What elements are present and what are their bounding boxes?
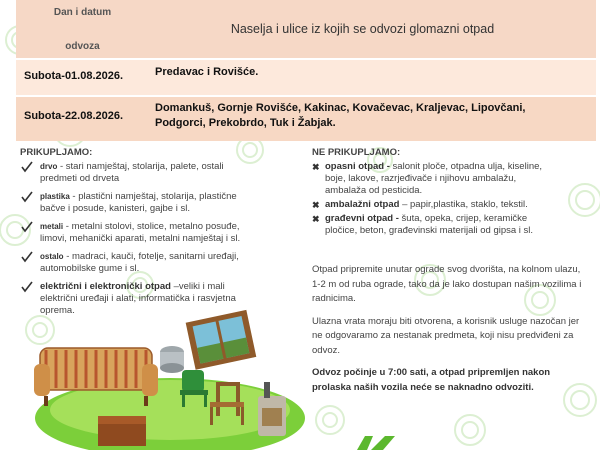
table-header: [16, 0, 596, 58]
item-line2: boje, lakove, razrjeđivače i njihovu ambalažu,: [325, 173, 517, 184]
item-line3: ambalaža od pesticida.: [325, 185, 423, 196]
item-line2: električni uređaji i alati, informatička i rasvjetna: [40, 293, 236, 304]
checkmark-icon: [20, 190, 34, 204]
chest-icon: [98, 416, 146, 446]
x-mark-icon: ✖: [312, 162, 320, 172]
checkmark-icon: [20, 220, 34, 234]
category-name: metali: [40, 222, 64, 231]
row-places: [149, 97, 596, 141]
rejected-item: [312, 161, 584, 197]
info-paragraph: Otpad pripremite unutar ograde svog dvorišta, na kolnom ulazu, 1-2 m od ruba ograde, tako da je lako dostupan našim vozilima i radnicima.: [312, 264, 582, 304]
table-row: [16, 58, 596, 95]
item-text: – papir,plastika, staklo, tekstil.: [399, 199, 528, 210]
accepted-title: PRIKUPLJAMO:: [20, 147, 93, 158]
item-line2: bačve i posude, kanisteri, gajbe i sl.: [40, 203, 190, 214]
checkmark-icon: [20, 250, 34, 264]
x-mark-icon: ✖: [312, 200, 320, 210]
item-line2: predmeti od drveta: [40, 173, 120, 184]
rejected-section: [312, 147, 584, 395]
category-name: ostalo: [40, 252, 64, 261]
category-name: drvo: [40, 162, 58, 171]
category-name: građevni otpad -: [325, 213, 399, 224]
accepted-item: [20, 161, 290, 185]
row-date: Subota-01.08.2026.: [24, 70, 124, 82]
item-line1: –veliki i mali: [170, 281, 225, 292]
row-places-line2: Podgorci, Prekobrdo, Tuk i Žabjak.: [155, 117, 336, 129]
accepted-section: [20, 147, 290, 323]
category-name: ambalažni otpad: [325, 199, 400, 210]
header-date-line1: Dan i datum: [53, 7, 112, 18]
item-text: salonit ploče, otpadna ulja, kiseline,: [389, 161, 543, 172]
item-line2: automobilske gume i sl.: [40, 263, 140, 274]
x-mark-icon: ✖: [312, 214, 320, 224]
item-text: šuta, opeka, crijep, keramičke: [398, 213, 528, 224]
item-line2: pločice, beton, građevinski materijali od gipsa i sl.: [325, 225, 534, 236]
item-line1: - metalni stolovi, stolice, metalno posuđe,: [63, 221, 240, 232]
info-paragraph: Ulazna vrata moraju biti otvorena, a korisnik usluge nazočan jer ne odgovaramo za nestanak predmeta, koji nisu predviđeni za odvoz.: [312, 315, 580, 356]
pot-icon: [160, 346, 184, 373]
schedule-table: [16, 0, 596, 141]
header-date-line2: odvoza: [65, 41, 100, 52]
accepted-item: [20, 221, 290, 245]
rejected-item: [312, 199, 584, 211]
item-line3: oprema.: [40, 305, 75, 316]
table-row: [16, 95, 596, 141]
header-date-cell: [16, 0, 149, 58]
bulky-waste-illustration: [30, 298, 305, 450]
accepted-item: [20, 191, 290, 215]
category-name: plastika: [40, 192, 70, 201]
row-date: Subota-22.08.2026.: [24, 110, 124, 122]
window-frame-icon: [186, 310, 257, 370]
row-places: [149, 60, 596, 95]
category-name: opasni otpad -: [325, 161, 390, 172]
checkmark-icon: [20, 280, 34, 294]
item-line1: - stari namještaj, stolarija, palete, ostali: [57, 161, 224, 172]
checkmark-icon: [20, 160, 34, 174]
category-name: električni i elektronički otpad: [40, 281, 171, 292]
item-line2: limovi, mehanički aparati, metalni namještaj i sl.: [40, 233, 241, 244]
item-line1: - plastični namještaj, stolarija, plastične: [69, 191, 237, 202]
item-line1: - madraci, kauči, fotelje, sanitarni uređaji,: [63, 251, 239, 262]
accepted-item: [20, 251, 290, 275]
company-logo: [355, 436, 415, 450]
row-places-line1: Predavac i Rovišće.: [155, 66, 259, 78]
info-paragraph-bold: Odvoz počinje u 7:00 sati, a otpad pripremljen nakon prolaska naših vozila neće se naknadno odvoziti.: [312, 367, 551, 393]
rejected-title: NE PRIKUPLJAMO:: [312, 147, 401, 158]
row-places-line1: Domankuš, Gornje Rovišće, Kakinac, Kovačevac, Kraljevac, Lipovčani,: [155, 102, 526, 114]
header-places-cell: Naselja i ulice iz kojih se odvozi glomazni otpad: [230, 22, 495, 36]
rejected-item: [312, 213, 584, 237]
